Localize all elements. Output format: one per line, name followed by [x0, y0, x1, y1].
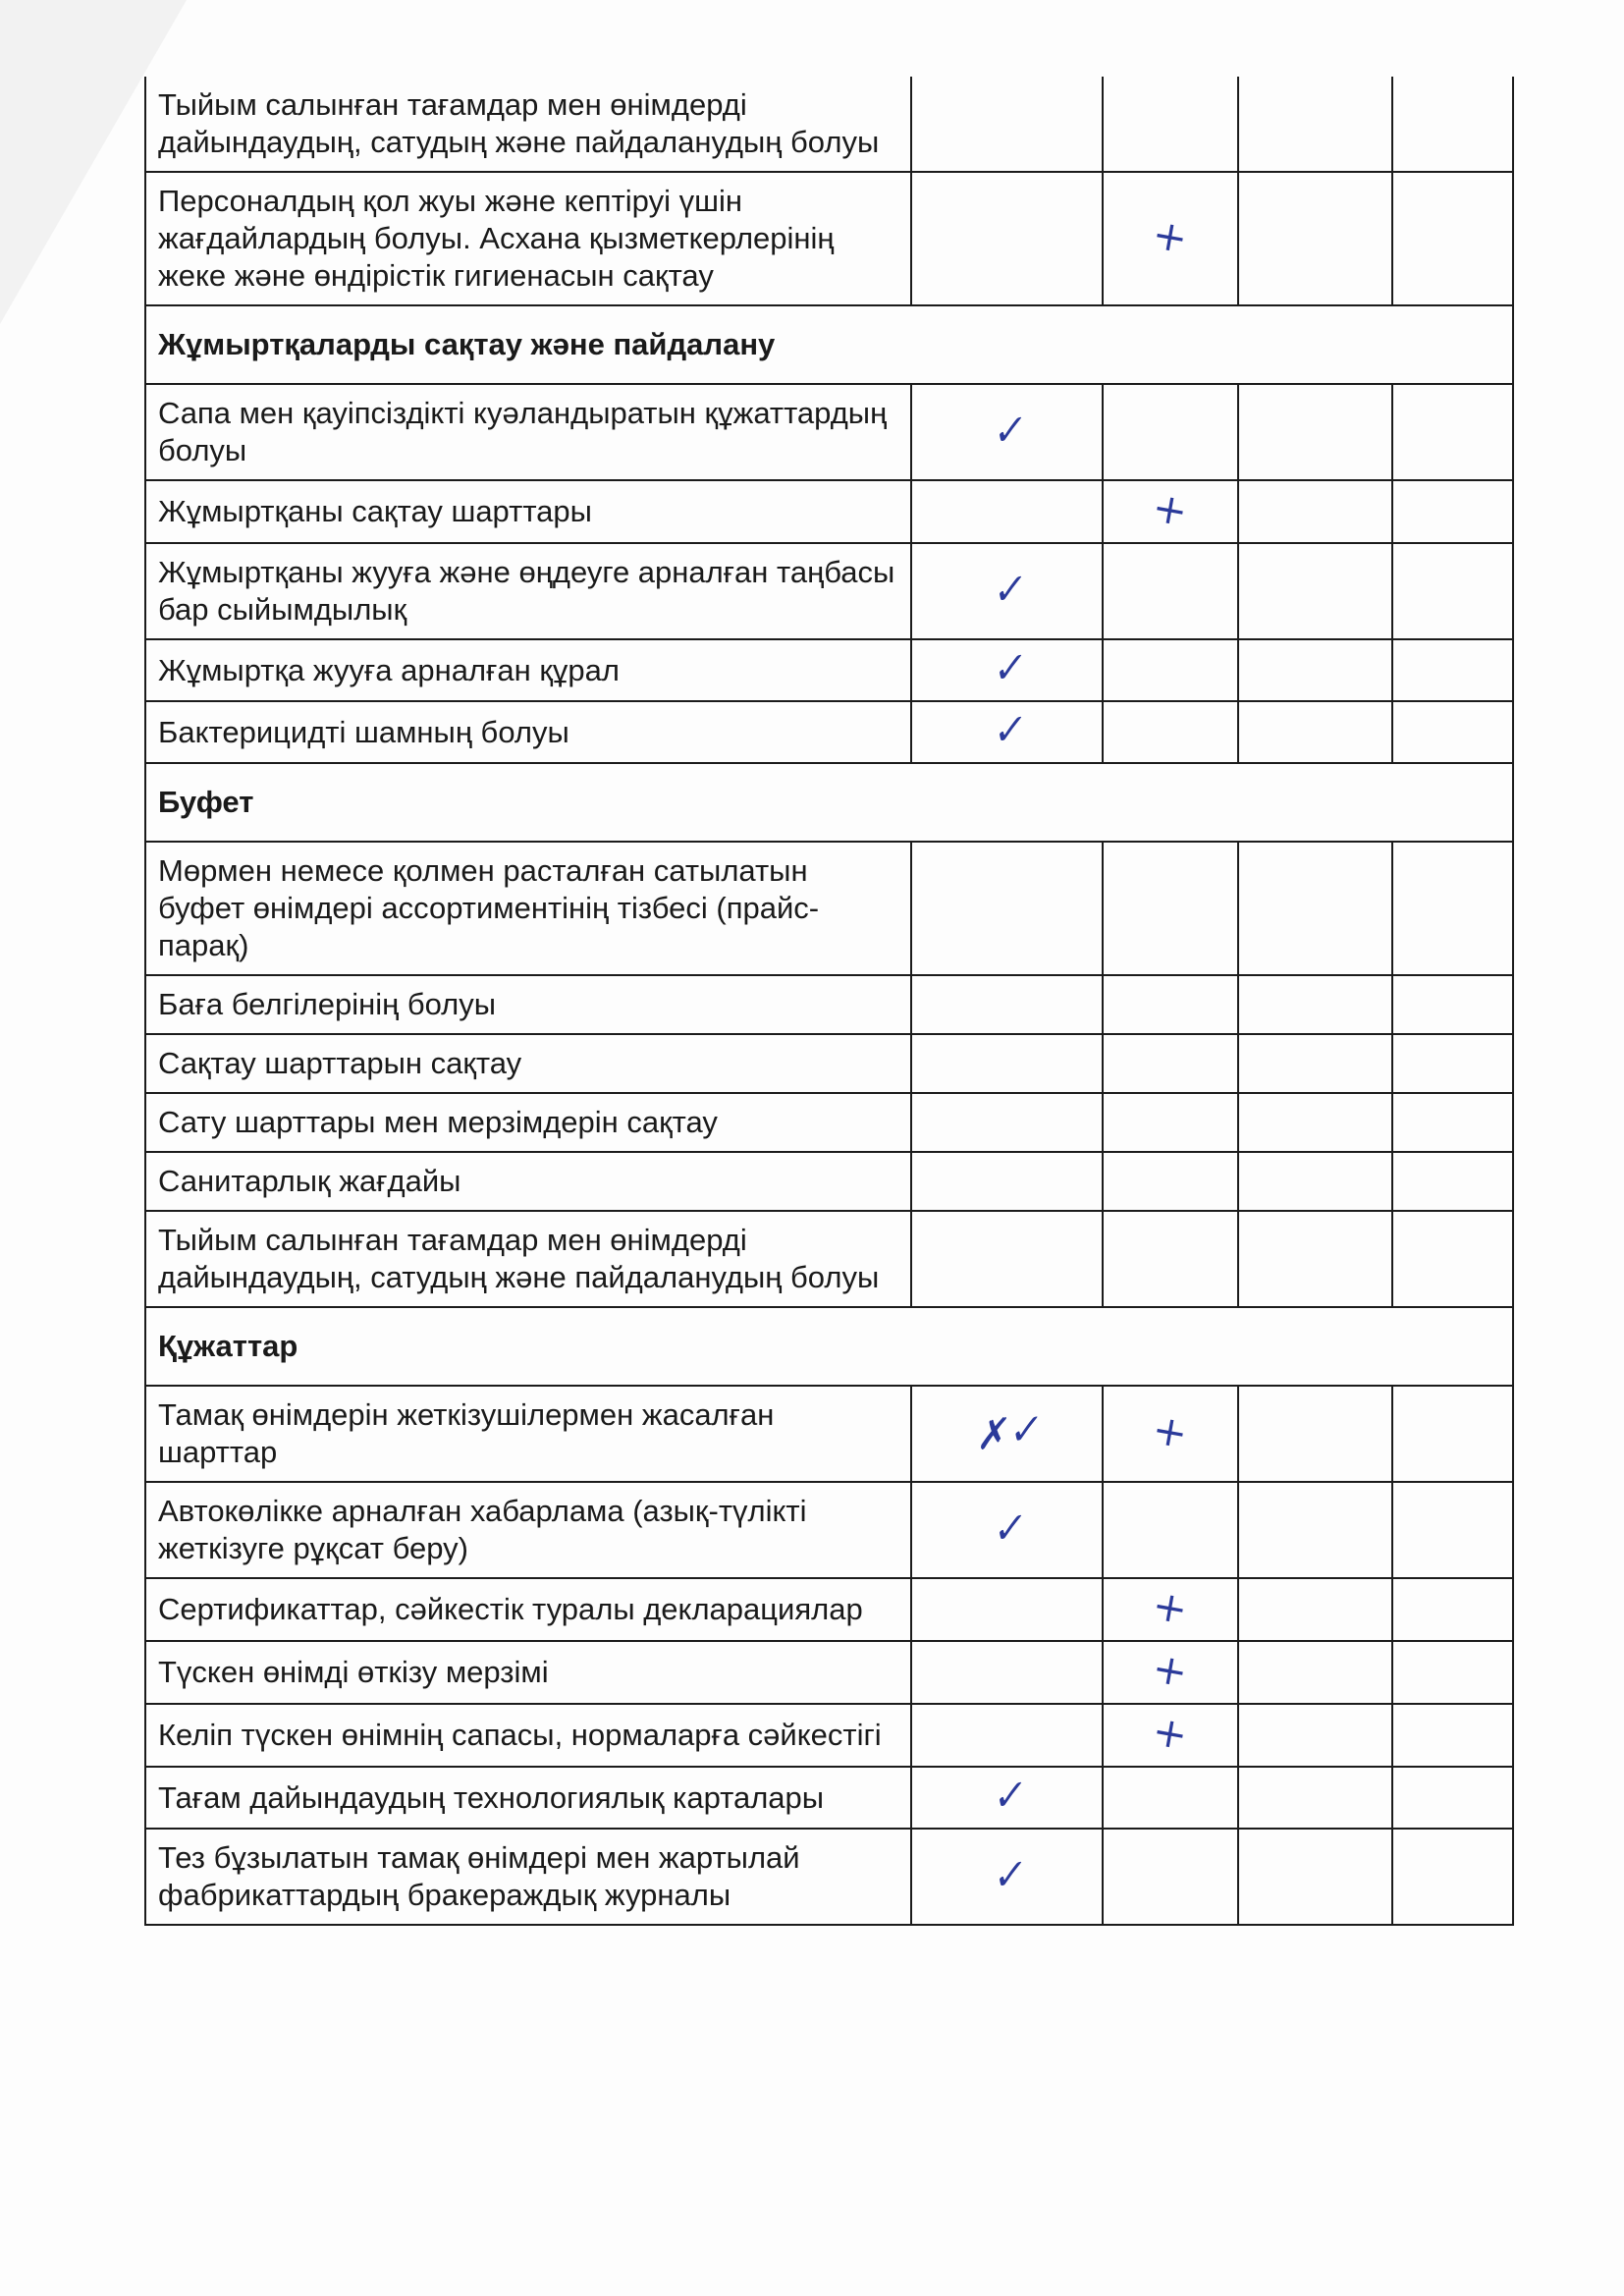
section-title: Жұмыртқаларды сақтау және пайдалану — [145, 305, 1513, 384]
criterion-label: Жұмыртқаны жууға және өңдеуге арналған таңбасы бар сыйымдылық — [145, 543, 911, 639]
mark-cell-col-1[interactable] — [911, 842, 1103, 975]
mark-cell-col-3[interactable] — [1238, 172, 1392, 305]
mark-cell-col-1[interactable] — [911, 975, 1103, 1034]
mark-cell-col-1[interactable] — [911, 384, 1103, 480]
criterion-label: Тағам дайындаудың технологиялық карталары — [145, 1767, 911, 1829]
criterion-label: Тамақ өнімдерін жеткізушілермен жасалған шарттар — [145, 1386, 911, 1482]
criterion-label: Жұмыртқаны сақтау шарттары — [145, 480, 911, 543]
mark-cell-col-1[interactable] — [911, 1152, 1103, 1211]
mark-cell-col-3[interactable] — [1238, 1152, 1392, 1211]
mark-cell-col-3[interactable] — [1238, 1034, 1392, 1093]
checklist-row — [145, 639, 1513, 701]
mark-cell-col-1[interactable] — [911, 701, 1103, 763]
mark-cell-col-4[interactable] — [1392, 842, 1513, 975]
checklist-row — [145, 1386, 1513, 1482]
mark-cell-col-3[interactable] — [1238, 639, 1392, 701]
mark-cell-col-3[interactable] — [1238, 1767, 1392, 1829]
criterion-label: Түскен өнімді өткізу мерзімі — [145, 1641, 911, 1704]
mark-cell-col-3[interactable] — [1238, 77, 1392, 172]
mark-cell-col-2[interactable] — [1103, 1093, 1238, 1152]
handwritten-check-icon: ✓ — [987, 705, 1027, 756]
mark-cell-col-4[interactable] — [1392, 1034, 1513, 1093]
mark-cell-col-4[interactable] — [1392, 701, 1513, 763]
handwritten-plus-icon: + — [1149, 1706, 1192, 1760]
mark-cell-col-4[interactable] — [1392, 1641, 1513, 1704]
mark-cell-col-2[interactable] — [1103, 639, 1238, 701]
mark-cell-col-3[interactable] — [1238, 975, 1392, 1034]
mark-cell-col-1[interactable] — [911, 1093, 1103, 1152]
mark-cell-col-2[interactable] — [1103, 1211, 1238, 1307]
handwritten-plus-icon: + — [1149, 482, 1192, 536]
handwritten-check-icon: ✗✓ — [971, 1405, 1043, 1459]
mark-cell-col-4[interactable] — [1392, 480, 1513, 543]
mark-cell-col-1[interactable] — [911, 639, 1103, 701]
mark-cell-col-4[interactable] — [1392, 975, 1513, 1034]
section-title: Құжаттар — [145, 1307, 1513, 1386]
mark-cell-col-4[interactable] — [1392, 543, 1513, 639]
mark-cell-col-4[interactable] — [1392, 1093, 1513, 1152]
criterion-label: Тыйым салынған тағамдар мен өнімдерді дайындаудың, сатудың және пайдаланудың болуы — [145, 77, 911, 172]
mark-cell-col-2[interactable] — [1103, 172, 1238, 305]
mark-cell-col-4[interactable] — [1392, 1767, 1513, 1829]
mark-cell-col-1[interactable] — [911, 1767, 1103, 1829]
checklist-row — [145, 1767, 1513, 1829]
mark-cell-col-1[interactable] — [911, 1641, 1103, 1704]
mark-cell-col-3[interactable] — [1238, 480, 1392, 543]
checklist-row — [145, 1641, 1513, 1704]
mark-cell-col-2[interactable] — [1103, 480, 1238, 543]
mark-cell-col-2[interactable] — [1103, 77, 1238, 172]
checklist-row — [145, 384, 1513, 480]
criterion-label: Сапа мен қауіпсіздікті куәландыратын құжаттардың болуы — [145, 384, 911, 480]
mark-cell-col-4[interactable] — [1392, 77, 1513, 172]
mark-cell-col-1[interactable] — [911, 77, 1103, 172]
mark-cell-col-1[interactable] — [911, 480, 1103, 543]
checklist-row — [145, 975, 1513, 1034]
criterion-label: Сақтау шарттарын сақтау — [145, 1034, 911, 1093]
checklist-row — [145, 1578, 1513, 1641]
criterion-label: Персоналдың қол жуы және кептіруі үшін жағдайлардың болуы. Асхана қызметкерлерінің жеке және өндірістік гигиенасын сақтау — [145, 172, 911, 305]
mark-cell-col-2[interactable] — [1103, 1578, 1238, 1641]
checklist-row — [145, 1093, 1513, 1152]
mark-cell-col-3[interactable] — [1238, 1093, 1392, 1152]
mark-cell-col-2[interactable] — [1103, 1767, 1238, 1829]
mark-cell-col-4[interactable] — [1392, 1152, 1513, 1211]
mark-cell-col-3[interactable] — [1238, 1386, 1392, 1482]
handwritten-plus-icon: + — [1149, 1643, 1192, 1697]
mark-cell-col-3[interactable] — [1238, 1482, 1392, 1578]
section-header-row — [145, 763, 1513, 842]
checklist-row — [145, 1034, 1513, 1093]
section-header-row — [145, 1307, 1513, 1386]
mark-cell-col-4[interactable] — [1392, 639, 1513, 701]
mark-cell-col-2[interactable] — [1103, 1386, 1238, 1482]
handwritten-check-icon: ✓ — [987, 565, 1027, 615]
mark-cell-col-2[interactable] — [1103, 543, 1238, 639]
checklist-row — [145, 1211, 1513, 1307]
checklist-row — [145, 701, 1513, 763]
checklist-row — [145, 77, 1513, 172]
mark-cell-col-3[interactable] — [1238, 701, 1392, 763]
mark-cell-col-3[interactable] — [1238, 842, 1392, 975]
mark-cell-col-2[interactable] — [1103, 1704, 1238, 1767]
checklist-row — [145, 1704, 1513, 1767]
mark-cell-col-3[interactable] — [1238, 543, 1392, 639]
mark-cell-col-3[interactable] — [1238, 1578, 1392, 1641]
mark-cell-col-1[interactable] — [911, 1829, 1103, 1925]
criterion-label: Сату шарттары мен мерзімдерін сақтау — [145, 1093, 911, 1152]
mark-cell-col-1[interactable] — [911, 1482, 1103, 1578]
mark-cell-col-2[interactable] — [1103, 1034, 1238, 1093]
handwritten-check-icon: ✓ — [987, 1503, 1027, 1554]
criterion-label: Тыйым салынған тағамдар мен өнімдерді дайындаудың, сатудың және пайдаланудың болуы — [145, 1211, 911, 1307]
criterion-label: Жұмыртқа жууға арналған құрал — [145, 639, 911, 701]
mark-cell-col-1[interactable] — [911, 1034, 1103, 1093]
mark-cell-col-1[interactable] — [911, 172, 1103, 305]
mark-cell-col-3[interactable] — [1238, 1641, 1392, 1704]
checklist-row — [145, 1482, 1513, 1578]
mark-cell-col-2[interactable] — [1103, 701, 1238, 763]
section-title: Буфет — [145, 763, 1513, 842]
section-header-row — [145, 305, 1513, 384]
mark-cell-col-2[interactable] — [1103, 1829, 1238, 1925]
handwritten-check-icon: ✓ — [987, 1850, 1027, 1900]
mark-cell-col-3[interactable] — [1238, 384, 1392, 480]
mark-cell-col-4[interactable] — [1392, 1578, 1513, 1641]
checklist-row — [145, 842, 1513, 975]
mark-cell-col-1[interactable] — [911, 1211, 1103, 1307]
checklist-row — [145, 543, 1513, 639]
mark-cell-col-2[interactable] — [1103, 975, 1238, 1034]
mark-cell-col-2[interactable] — [1103, 1482, 1238, 1578]
mark-cell-col-1[interactable] — [911, 1578, 1103, 1641]
criterion-label: Тез бұзылатын тамақ өнімдері мен жартылай фабрикаттардың бракераждық журналы — [145, 1829, 911, 1925]
criterion-label: Сертификаттар, сәйкестік туралы декларациялар — [145, 1578, 911, 1641]
mark-cell-col-2[interactable] — [1103, 1152, 1238, 1211]
mark-cell-col-4[interactable] — [1392, 1211, 1513, 1307]
mark-cell-col-4[interactable] — [1392, 384, 1513, 480]
checklist-row — [145, 1829, 1513, 1925]
handwritten-check-icon: ✓ — [987, 406, 1027, 456]
criterion-label: Келіп түскен өнімнің сапасы, нормаларға сәйкестігі — [145, 1704, 911, 1767]
mark-cell-col-4[interactable] — [1392, 172, 1513, 305]
mark-cell-col-3[interactable] — [1238, 1829, 1392, 1925]
mark-cell-col-4[interactable] — [1392, 1704, 1513, 1767]
mark-cell-col-1[interactable] — [911, 1704, 1103, 1767]
mark-cell-col-4[interactable] — [1392, 1386, 1513, 1482]
criterion-label: Баға белгілерінің болуы — [145, 975, 911, 1034]
mark-cell-col-1[interactable] — [911, 543, 1103, 639]
criterion-label: Бактерицидті шамның болуы — [145, 701, 911, 763]
handwritten-plus-icon: + — [1149, 1404, 1192, 1458]
checklist-row — [145, 480, 1513, 543]
criterion-label: Автокөлікке арналған хабарлама (азық-түлікті жеткізуге рұқсат беру) — [145, 1482, 911, 1578]
criterion-label: Санитарлық жағдайы — [145, 1152, 911, 1211]
checklist-row — [145, 172, 1513, 305]
mark-cell-col-2[interactable] — [1103, 842, 1238, 975]
mark-cell-col-2[interactable] — [1103, 384, 1238, 480]
handwritten-check-icon: ✓ — [987, 1771, 1027, 1822]
mark-cell-col-1[interactable] — [911, 1386, 1103, 1482]
checklist-row — [145, 1152, 1513, 1211]
handwritten-check-icon: ✓ — [987, 643, 1027, 694]
handwritten-plus-icon: + — [1149, 1580, 1192, 1634]
handwritten-plus-icon: + — [1149, 209, 1192, 263]
mark-cell-col-3[interactable] — [1238, 1211, 1392, 1307]
mark-cell-col-4[interactable] — [1392, 1482, 1513, 1578]
criterion-label: Мөрмен немесе қолмен расталған сатылатын буфет өнімдері ассортиментінің тізбесі (прайс-парақ) — [145, 842, 911, 975]
inspection-checklist-table — [144, 77, 1514, 1926]
mark-cell-col-4[interactable] — [1392, 1829, 1513, 1925]
mark-cell-col-2[interactable] — [1103, 1641, 1238, 1704]
mark-cell-col-3[interactable] — [1238, 1704, 1392, 1767]
